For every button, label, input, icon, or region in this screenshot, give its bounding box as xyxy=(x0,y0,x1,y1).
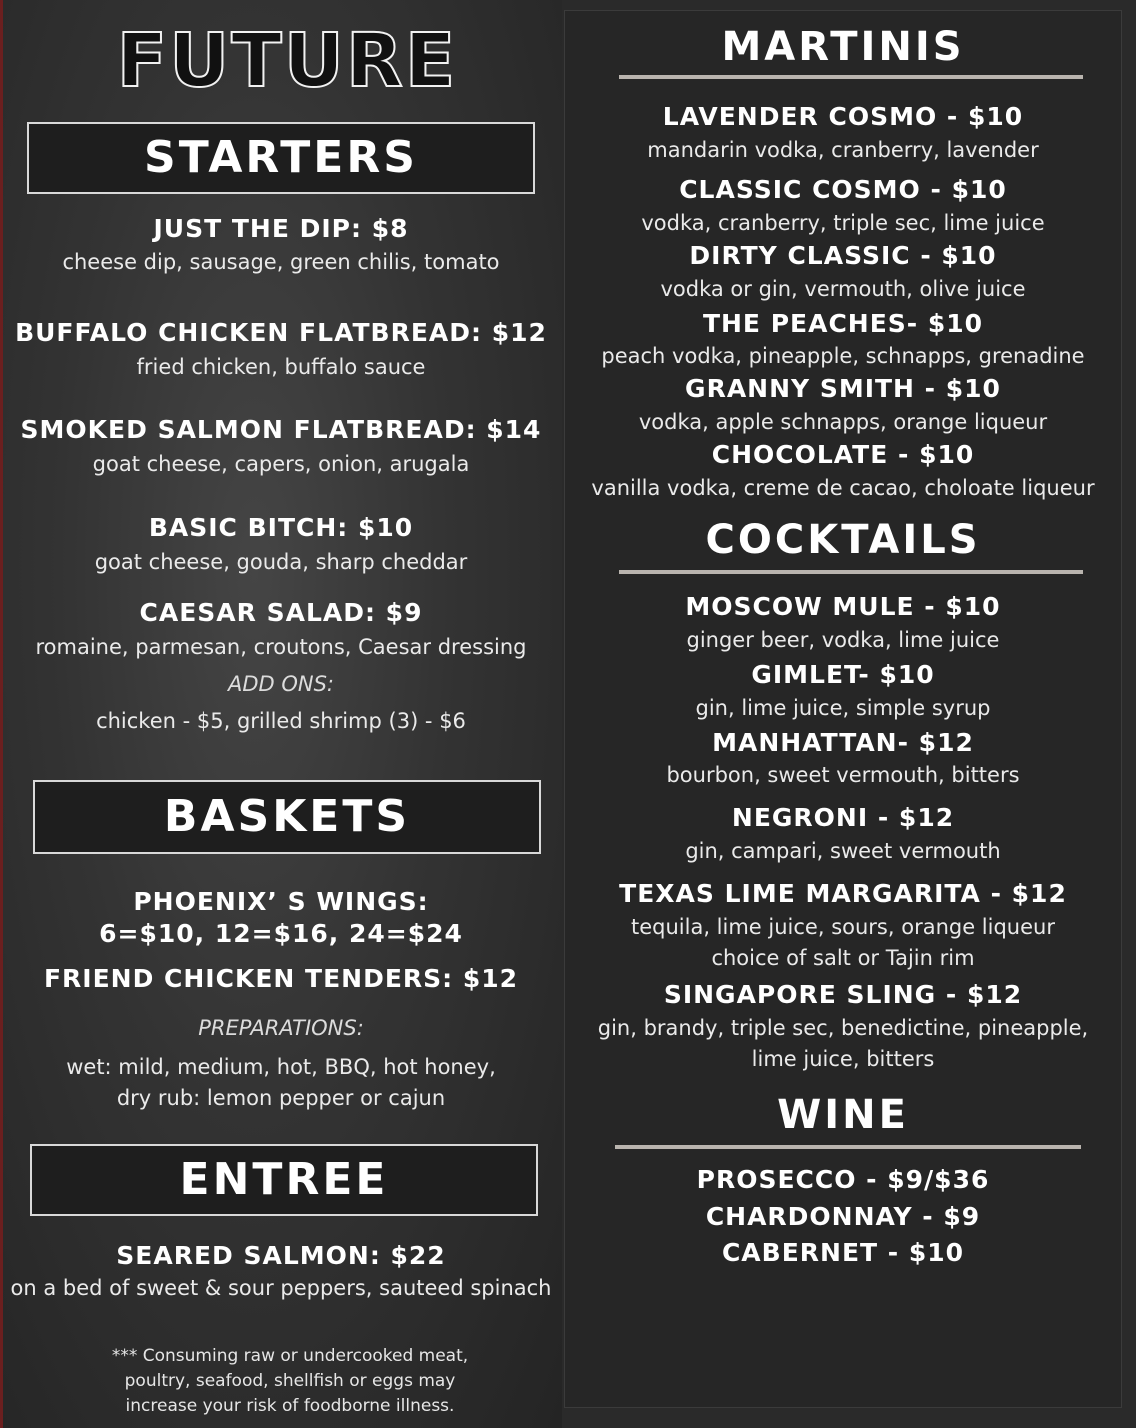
entree-desc: on a bed of sweet & sour peppers, sauteed spinach xyxy=(10,1276,552,1300)
wine-item: PROSECCO - $9/$36 xyxy=(696,1165,990,1194)
cocktail-title: MOSCOW MULE - $10 xyxy=(685,592,1001,621)
cocktail-title: MANHATTAN- $12 xyxy=(712,728,974,757)
entree-heading xyxy=(30,1144,538,1216)
cocktail-desc: gin, brandy, triple sec, benedictine, pineapple, xyxy=(597,1016,1089,1040)
cocktails-divider xyxy=(619,570,1083,574)
addons-label: ADD ONS: xyxy=(227,672,335,696)
cocktail-title: NEGRONI - $12 xyxy=(731,803,955,832)
addons-list: chicken - $5, grilled shrimp (3) - $6 xyxy=(96,709,466,733)
starter-desc: goat cheese, gouda, sharp cheddar xyxy=(94,550,468,574)
cocktail-desc: choice of salt or Tajin rim xyxy=(711,946,975,970)
starters-heading-label: STARTERS xyxy=(144,132,418,183)
entree-title: SEARED SALMON: $22 xyxy=(116,1241,446,1270)
wings-title: PHOENIX’ S WINGS: xyxy=(133,887,429,916)
martini-title: DIRTY CLASSIC - $10 xyxy=(689,241,997,270)
cocktail-desc: ginger beer, vodka, lime juice xyxy=(686,628,1000,652)
wine-item: CHARDONNAY - $9 xyxy=(705,1202,981,1231)
martini-desc: peach vodka, pineapple, schnapps, grenadine xyxy=(601,344,1085,368)
martini-title: CLASSIC COSMO - $10 xyxy=(679,175,1007,204)
martini-title: CHOCOLATE - $10 xyxy=(711,440,975,469)
cocktail-desc: gin, lime juice, simple syrup xyxy=(695,696,991,720)
starter-desc: cheese dip, sausage, green chilis, tomato xyxy=(62,250,500,274)
martini-title: LAVENDER COSMO - $10 xyxy=(662,102,1024,131)
starter-title: BASIC BITCH: $10 xyxy=(148,513,414,542)
logo: FUTURE xyxy=(116,18,458,104)
starter-title: SMOKED SALMON FLATBREAD: $14 xyxy=(20,415,542,444)
martini-title: GRANNY SMITH - $10 xyxy=(685,374,1001,403)
martinis-divider xyxy=(619,75,1083,79)
martinis-heading: MARTINIS xyxy=(721,24,965,70)
martini-desc: vodka, apple schnapps, orange liqueur xyxy=(638,410,1048,434)
cocktail-title: TEXAS LIME MARGARITA - $12 xyxy=(619,879,1067,908)
starters-heading xyxy=(27,122,535,194)
starter-title: CAESAR SALAD: $9 xyxy=(139,598,423,627)
wings-prices: 6=$10, 12=$16, 24=$24 xyxy=(99,919,463,948)
martini-desc: vodka or gin, vermouth, olive juice xyxy=(660,277,1026,301)
starter-desc: romaine, parmesan, croutons, Caesar dressing xyxy=(35,635,527,659)
cocktail-title: GIMLET- $10 xyxy=(751,660,935,689)
baskets-heading xyxy=(33,780,541,854)
cocktail-desc: bourbon, sweet vermouth, bitters xyxy=(666,763,1020,787)
disclaimer-line: increase your risk of foodborne illness. xyxy=(125,1396,455,1416)
starter-desc: goat cheese, capers, onion, arugala xyxy=(92,452,470,476)
preparations-wet: wet: mild, medium, hot, BBQ, hot honey, xyxy=(66,1055,496,1079)
martini-desc: mandarin vodka, cranberry, lavender xyxy=(647,138,1039,162)
preparations-label: PREPARATIONS: xyxy=(198,1016,364,1040)
wine-item: CABERNET - $10 xyxy=(721,1238,965,1267)
starter-title: JUST THE DIP: $8 xyxy=(153,214,409,243)
preparations-dry: dry rub: lemon pepper or cajun xyxy=(116,1086,446,1110)
cocktails-heading: COCKTAILS xyxy=(705,517,981,563)
cocktail-desc: tequila, lime juice, sours, orange liqueur xyxy=(631,915,1055,939)
cocktail-desc: lime juice, bitters xyxy=(751,1047,935,1071)
cocktail-desc: gin, campari, sweet vermouth xyxy=(685,839,1001,863)
martini-desc: vodka, cranberry, triple sec, lime juice xyxy=(641,211,1045,235)
cocktail-title: SINGAPORE SLING - $12 xyxy=(663,980,1023,1009)
martini-desc: vanilla vodka, creme de cacao, choloate liqueur xyxy=(591,476,1095,500)
entree-heading-label: ENTREE xyxy=(179,1154,389,1205)
wine-divider xyxy=(615,1145,1081,1149)
martini-title: THE PEACHES- $10 xyxy=(702,309,984,338)
baskets-heading-label: BASKETS xyxy=(163,791,411,842)
disclaimer-line: *** Consuming raw or undercooked meat, xyxy=(111,1346,469,1366)
disclaimer-line: poultry, seafood, shellfish or eggs may xyxy=(124,1371,456,1391)
starter-title: BUFFALO CHICKEN FLATBREAD: $12 xyxy=(15,318,547,347)
tenders-title: FRIEND CHICKEN TENDERS: $12 xyxy=(43,964,519,993)
wine-heading: WINE xyxy=(777,1092,909,1138)
starter-desc: fried chicken, buffalo sauce xyxy=(136,355,426,379)
